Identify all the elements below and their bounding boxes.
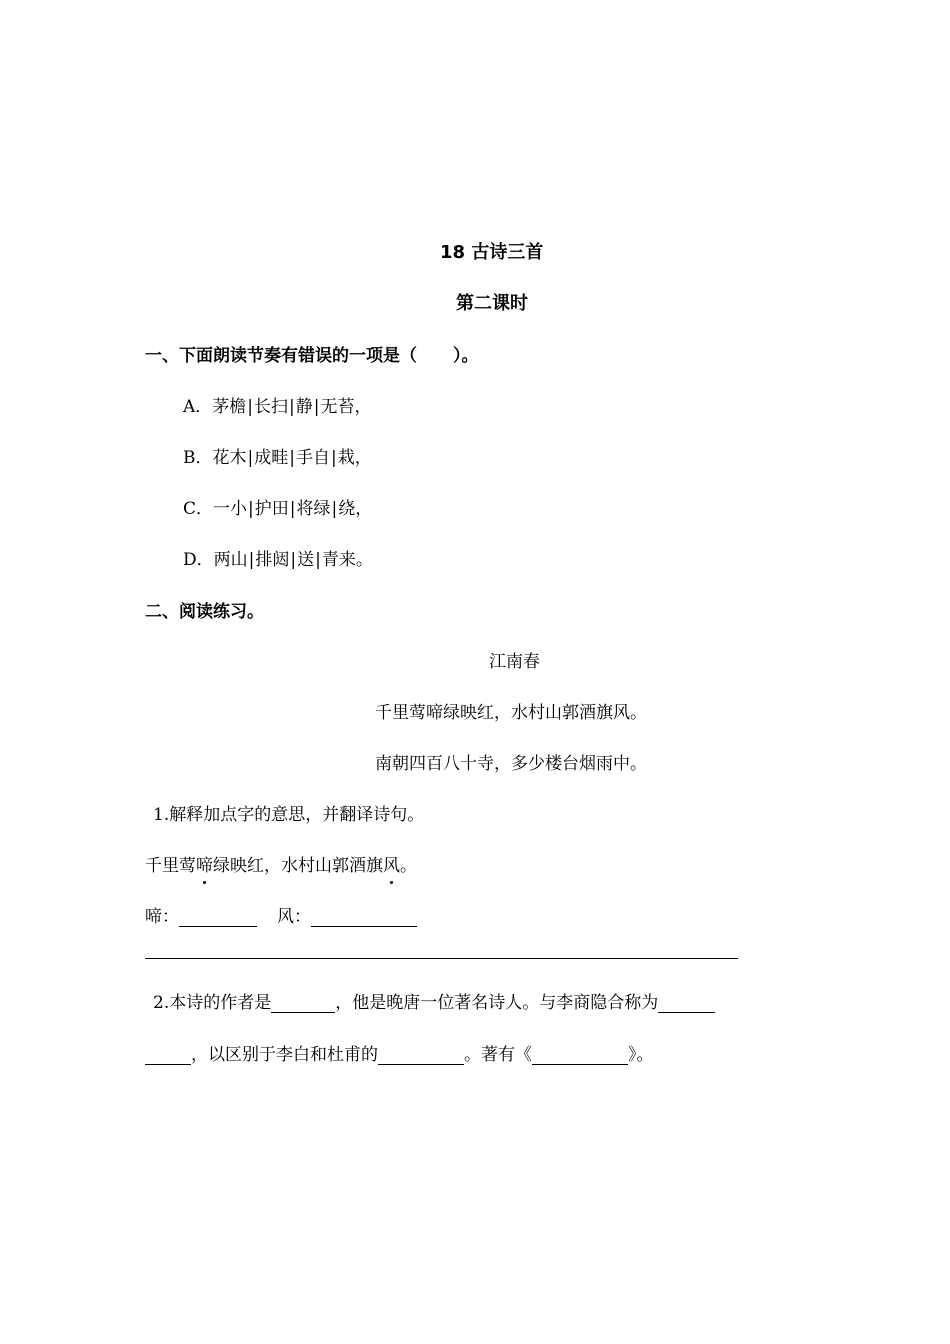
sub-question-1-prompt: 1.解释加点字的意思，并翻译诗句。 [153,805,425,825]
question-2-prompt: 二、阅读练习。 [145,602,264,622]
lesson-title: 18 古诗三首 [440,242,544,263]
option-d: D．两山|排闼|送|青来。 [183,550,373,570]
poem-text: 绿映红，水村山郭酒旗 [213,856,383,876]
blank-label-feng: 风： [277,907,311,927]
blank-label-ti: 啼： [145,907,179,927]
option-segment: 无苔， [320,397,372,417]
answer-blank-work[interactable] [532,1046,628,1065]
option-segment: 将绿 [296,499,331,519]
option-a: A．茅檐|长扫|静|无苔， [183,397,372,417]
translation-answer-line[interactable] [145,958,738,959]
answer-blank-comparison[interactable] [378,1046,464,1065]
poem-line-2: 南朝四百八十寺，多少楼台烟雨中。 [375,754,647,774]
question-text: 2.本诗的作者是 [153,993,272,1013]
dotted-char-feng: 风 [383,856,400,876]
answer-blank-ti[interactable] [179,908,257,927]
option-segment: 手自 [295,448,330,468]
question-text: 。著有《 [464,1045,532,1065]
option-segment: 花木 [212,448,247,468]
sub-question-2-line-1 [153,988,715,1013]
dotted-char-ti: 啼 [196,856,213,876]
option-b: B．花木|成畦|手自|栽， [183,448,372,468]
option-label: D． [183,550,214,570]
option-segment: 护田 [254,499,289,519]
answer-blank-title-part1[interactable] [658,994,715,1013]
question-text: 》。 [628,1045,654,1065]
option-label: C． [183,499,214,519]
option-segment: 栽， [337,448,372,468]
option-label: B． [183,448,213,468]
question-1-prompt-start: 一、下面朗读节奏有错误的一项是（ [145,346,417,366]
option-segment: 排闼 [255,550,290,570]
option-c: C．一小|护田|将绿|绕， [183,499,373,519]
option-segment: 长扫 [254,397,289,417]
definition-blanks [145,902,417,927]
option-segment: 静 [295,397,313,417]
answer-blank-author[interactable] [271,994,335,1013]
option-segment: 绕， [338,499,373,519]
poem-text: 。 [400,856,417,876]
sub-question-2-line-2 [145,1040,654,1065]
poem-line-with-dots [145,851,417,876]
poem-text: 千里莺 [145,856,196,876]
poem-title: 江南春 [489,652,540,672]
poem-line-1: 千里莺啼绿映红，水村山郭酒旗风。 [375,703,647,723]
option-segment: 一小 [213,499,248,519]
question-1-prompt [145,341,479,366]
option-label: A． [183,397,213,417]
option-segment: 两山 [213,550,248,570]
question-text: ，以区别于李白和杜甫的 [191,1045,378,1065]
answer-blank-title-part2[interactable] [145,1046,191,1065]
option-segment: 青来。 [321,550,373,570]
option-segment: 送 [297,550,315,570]
question-1-prompt-end: ）。 [453,346,479,366]
question-text: ，他是晚唐一位著名诗人。与李商隐合称为 [335,993,659,1013]
option-segment: 成畦 [254,448,289,468]
option-segment: 茅檐 [212,397,247,417]
lesson-subtitle: 第二课时 [456,293,528,314]
answer-blank-feng[interactable] [311,908,417,927]
